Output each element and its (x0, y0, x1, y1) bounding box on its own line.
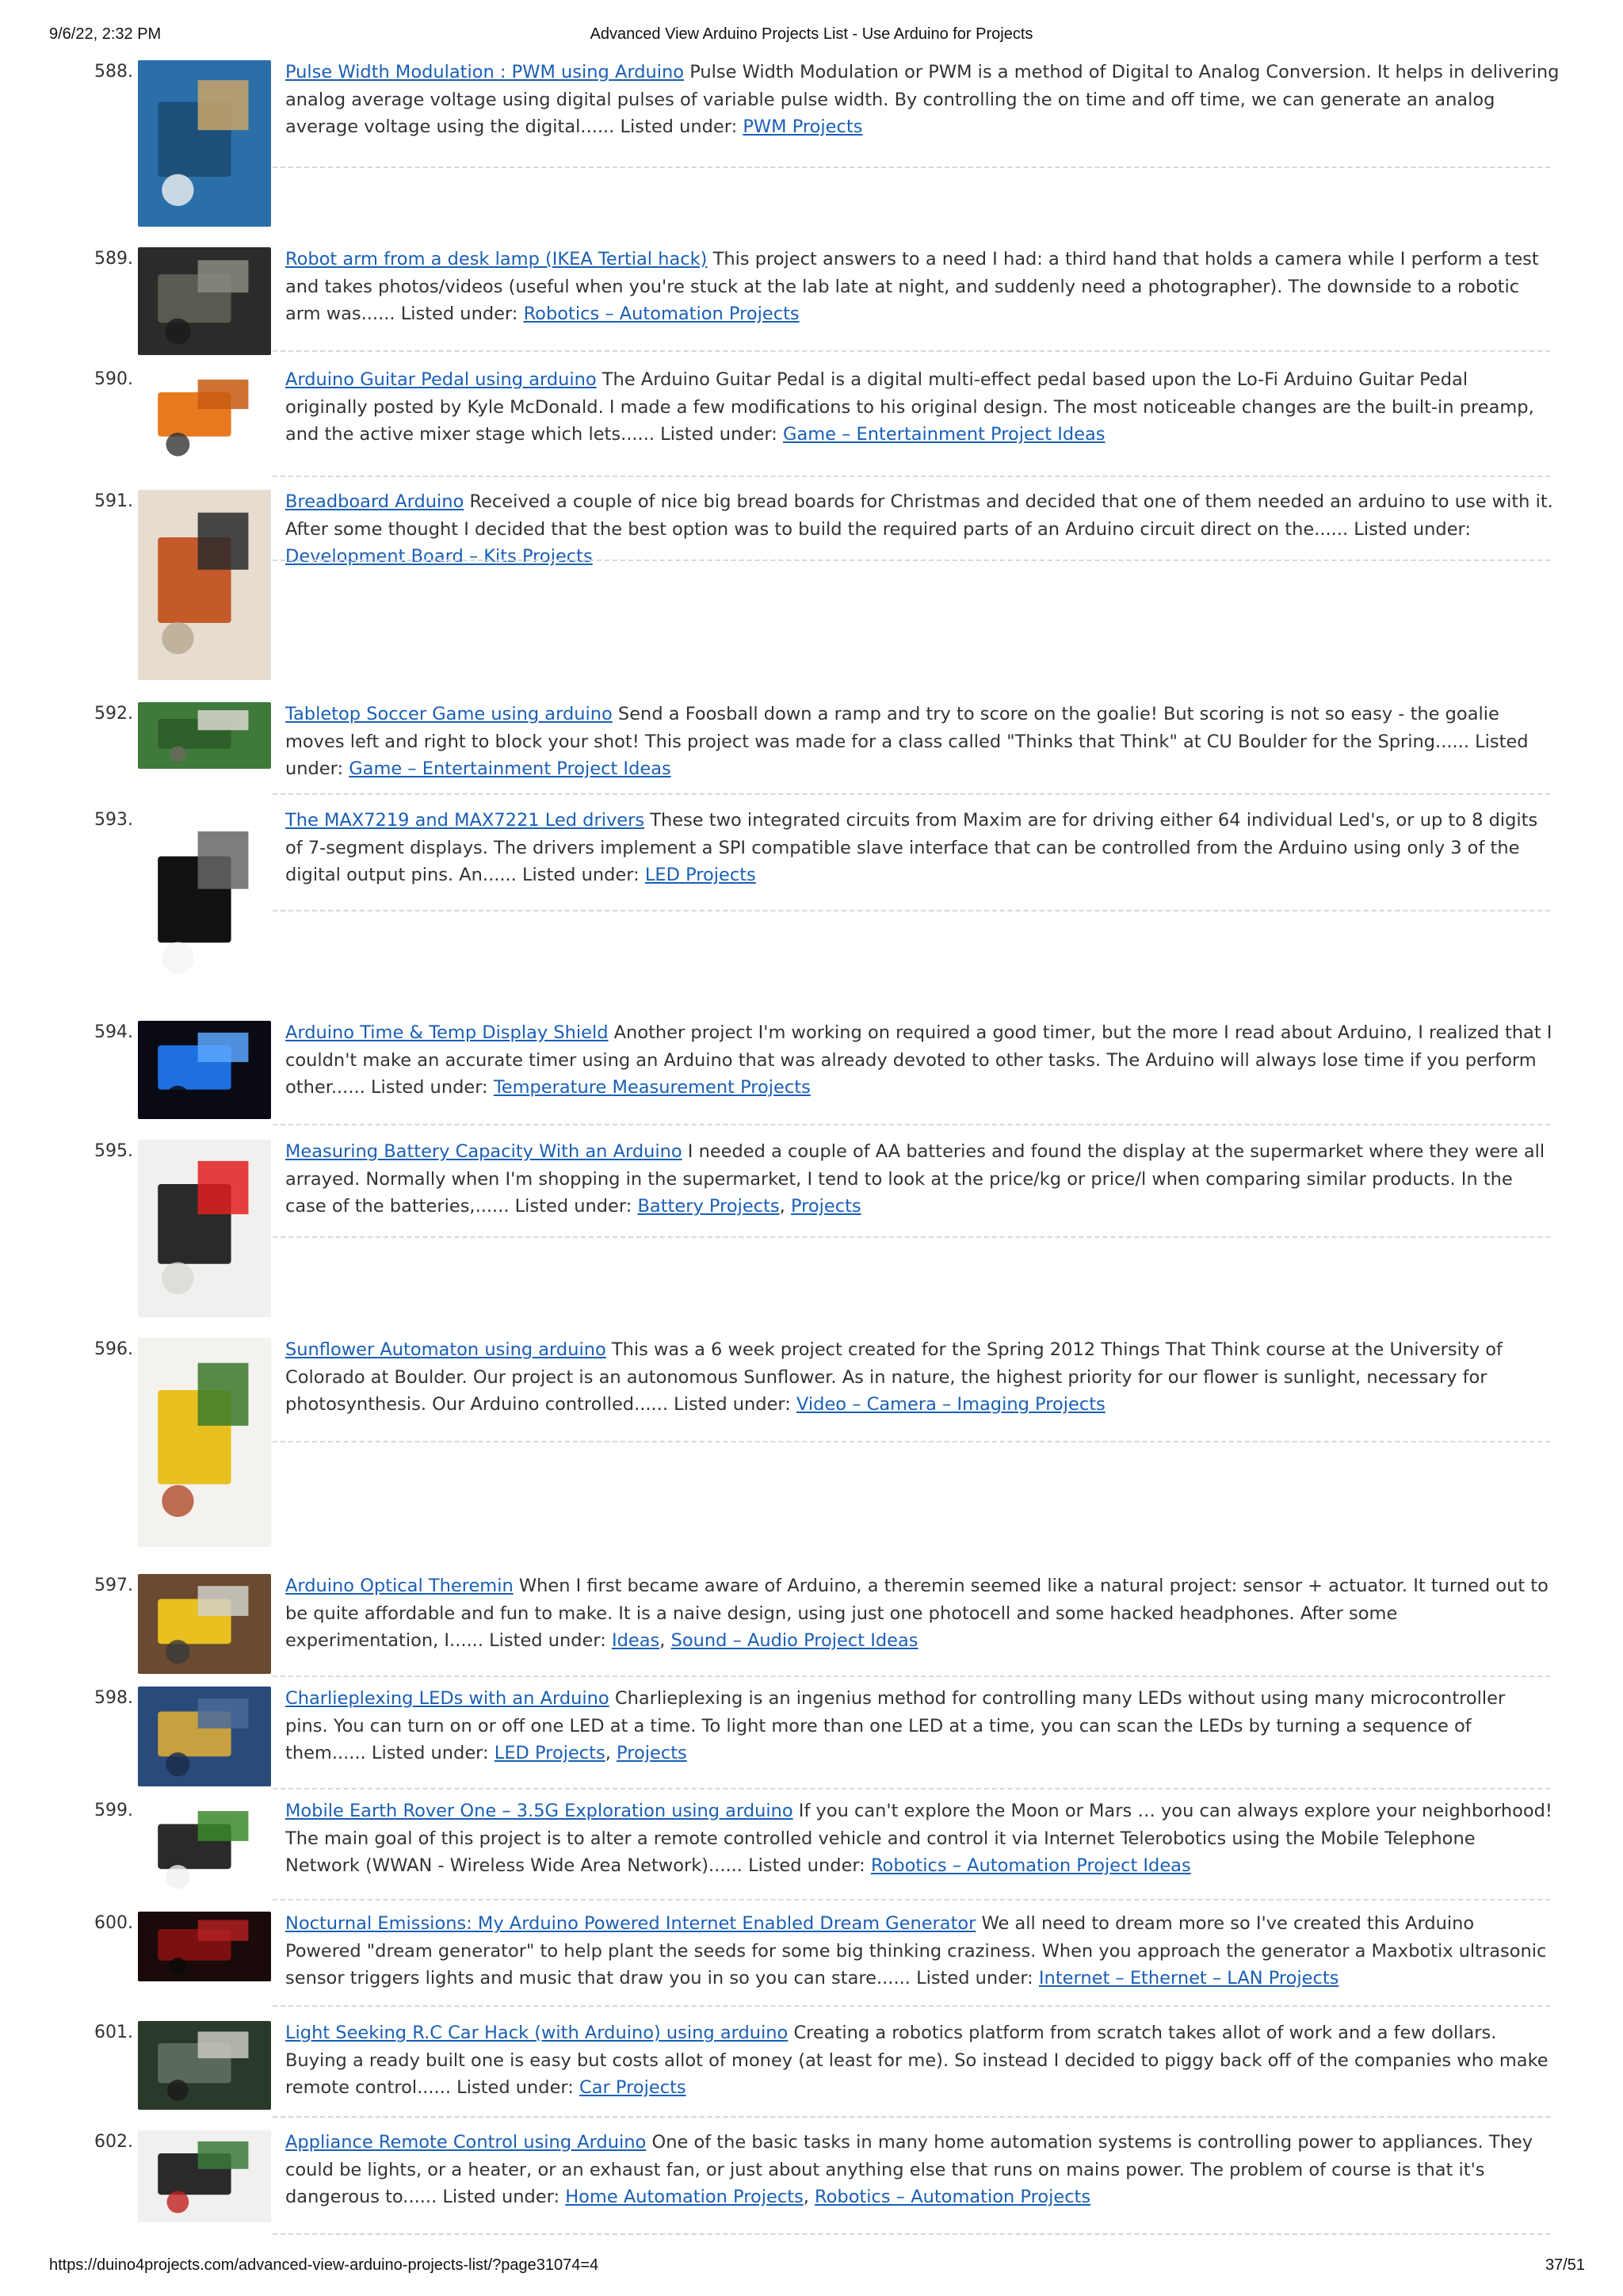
project-thumbnail[interactable] (138, 1574, 271, 1674)
item-number: 593. (94, 810, 133, 830)
project-description: Send a Foosball down a ramp and try to score on the goalie! But scoring is not so easy - the goalie moves left and right to block your shot! This project was made for a class called "Thinks that Think" at CU Boulder for the Spring...... (285, 704, 1499, 752)
category-link[interactable]: Projects (790, 1196, 861, 1217)
project-thumbnail[interactable] (138, 60, 271, 227)
project-title-link[interactable]: Arduino Time & Temp Display Shield (285, 1022, 609, 1043)
item-separator (273, 1441, 1550, 1442)
project-thumbnail[interactable] (138, 1912, 271, 1981)
item-number: 591. (94, 491, 133, 511)
item-number: 601. (94, 2023, 133, 2042)
listed-under-label: Listed under: (514, 1196, 632, 1217)
item-separator (273, 2116, 1550, 2118)
project-title-link[interactable]: Robot arm from a desk lamp (IKEA Tertial hack) (285, 249, 708, 269)
project-title-link[interactable]: Appliance Remote Control using Arduino (285, 2132, 647, 2153)
project-thumbnail[interactable] (138, 1799, 271, 1899)
item-number: 602. (94, 2132, 133, 2152)
project-summary (285, 701, 1553, 783)
project-title-link[interactable]: Nocturnal Emissions: My Arduino Powered Internet Enabled Dream Generator (285, 1913, 976, 1934)
item-separator (273, 2233, 1550, 2235)
project-description: This project answers to a need I had: a third hand that holds a camera while I perform a test and takes photos/videos (useful when you're stuck at the lab late at night, and suddenly need a photographer). The downside to a robotic arm was...... (285, 249, 1539, 324)
project-description: Pulse Width Modulation or PWM is a method of Digital to Analog Conversion. It helps in delivering analog average voltage using digital pulses of variable pulse width. By controlling the on time and off time, we can generate an analog average voltage using the digital...... (285, 62, 1560, 137)
listed-under-label: Listed under: (748, 1855, 865, 1876)
category-link[interactable]: Internet – Ethernet – LAN Projects (1038, 1968, 1339, 1988)
category-link[interactable]: Projects (617, 1743, 687, 1763)
category-link[interactable]: Game – Entertainment Project Ideas (349, 758, 671, 779)
item-separator (273, 1788, 1550, 1790)
listed-under-label: Listed under: (489, 1630, 606, 1651)
listed-under-label: Listed under: (674, 1394, 791, 1415)
project-description: If you can't explore the Moon or Mars … you can always explore your neighborhood! The main goal of this project is to alter a remote controlled vehicle and control it via Internet Telerobotics using the Mobile Telephone Network (WWAN - Wireless Wide Area Network)...... (285, 1801, 1552, 1876)
item-number: 588. (94, 62, 133, 82)
category-link[interactable]: PWM Projects (743, 117, 863, 137)
category-link[interactable]: Video – Camera – Imaging Projects (796, 1394, 1106, 1415)
project-description: Received a couple of nice big bread boards for Christmas and decided that one of them needed an arduino to use with it. After some thought I decided that the best option was to build the required parts of an Arduino circuit direct on the...... (285, 491, 1553, 540)
item-number: 596. (94, 1339, 133, 1359)
project-title-link[interactable]: Breadboard Arduino (285, 491, 464, 512)
project-thumbnail[interactable] (138, 2021, 271, 2110)
category-link[interactable]: Sound – Audio Project Ideas (670, 1630, 918, 1651)
project-title-link[interactable]: Arduino Guitar Pedal using arduino (285, 369, 597, 390)
category-link[interactable]: LED Projects (644, 865, 756, 885)
listed-under-label: Listed under: (1354, 518, 1471, 540)
listed-under-label: Listed under: (285, 731, 1529, 779)
page-url: https://duino4projects.com/advanced-view-arduino-projects-list/?page31074=4 (49, 2256, 599, 2274)
item-separator (273, 476, 1550, 477)
project-title-link[interactable]: Arduino Optical Theremin (285, 1576, 514, 1596)
project-title-link[interactable]: Sunflower Automaton using arduino (285, 1339, 606, 1360)
project-description: This was a 6 week project created for the Spring 2012 Things That Think course at the University of Colorado at Boulder. Our project is an autonomous Sunflower. As in nature, the highest priority for our flower is sunlight, necessary for photosynthesis. Our Arduino controlled...... (285, 1339, 1503, 1415)
category-link[interactable]: Game – Entertainment Project Ideas (783, 424, 1106, 445)
item-separator (273, 1236, 1550, 1238)
print-footer (0, 2256, 1623, 2280)
project-description: Charlieplexing is an ingenius method for controlling many LEDs without using many microcontroller pins. You can turn on or off one LED at a time. To light more than one LED at a time, you can scan the LEDs by turning a sequence of them...... (285, 1688, 1506, 1763)
project-thumbnail[interactable] (138, 808, 271, 1000)
item-number: 599. (94, 1801, 133, 1820)
listed-under-label: Listed under: (456, 2077, 574, 2098)
project-description: The Arduino Guitar Pedal is a digital multi-effect pedal based upon the Lo-Fi Arduino Guitar Pedal originally posted by Kyle McDonald. I made a few modifications to his original design. The most noticeable changes are the built-in preamp, and the active mixer stage which lets...... (285, 369, 1534, 445)
listed-under-label: Listed under: (620, 117, 738, 137)
item-number: 590. (94, 369, 133, 389)
project-thumbnail[interactable] (138, 1021, 271, 1119)
project-description: These two integrated circuits from Maxim are for driving either 64 individual Led's, or up to 8 digits of 7-segment displays. The drivers implement a SPI compatible slave interface that can be controlled from the Arduino using only 3 of the digital output pins. An...... (285, 810, 1538, 885)
project-summary (285, 807, 1553, 889)
category-link[interactable]: Car Projects (579, 2077, 686, 2098)
project-summary (285, 488, 1553, 571)
item-number: 594. (94, 1022, 133, 1042)
project-description: We all need to dream more so I've created this Arduino Powered "dream generator" to help plant the seeds for some big thinking craziness. When you approach the generator a Maxbotix ultrasonic sensor triggers lights and music that draw you in so you can stare...... (285, 1913, 1547, 1988)
project-description: When I first became aware of Arduino, a theremin seemed like a natural project: sensor + actuator. It turned out to be quite affordable and fun to make. It is a naive design, using just one photocell and some hacked headphones. After some experimentation, I...... (285, 1576, 1549, 1651)
project-title-link[interactable]: The MAX7219 and MAX7221 Led drivers (285, 810, 645, 831)
item-separator (273, 910, 1550, 911)
project-summary: Arduino Optical Theremin When I first became aware of Arduino, a theremin seemed like a natural project: sensor + actuator. It turned out to be quite affordable and fun to make. It is a naive design, using just one photocell and some hacked headphones. After some experimentation, I...... Listed under: Ideas, Sound – Audio Project Ideas (285, 1576, 1549, 1651)
item-separator (273, 793, 1550, 795)
project-summary (285, 246, 1553, 328)
item-separator (273, 1124, 1550, 1125)
project-thumbnail[interactable] (138, 368, 271, 466)
project-summary: Measuring Battery Capacity With an Arduino I needed a couple of AA batteries and found the display at the supermarket where they were all arrayed. Normally when I'm shopping in the supermarket, I tend to look at the price/kg or price/l when comparing similar products. In the case of the batteries,...... Listed under: Battery Projects, Projects (285, 1141, 1545, 1217)
project-summary (285, 59, 1569, 141)
listed-under-label: Listed under: (400, 304, 518, 324)
project-thumbnail[interactable] (138, 490, 271, 680)
project-thumbnail[interactable] (138, 1687, 271, 1786)
item-separator (273, 350, 1550, 352)
print-date: 9/6/22, 2:32 PM (49, 25, 162, 43)
project-summary (285, 1336, 1553, 1419)
project-title-link[interactable]: Light Seeking R.C Car Hack (with Arduino) using arduino (285, 2023, 789, 2043)
listed-under-label: Listed under: (916, 1968, 1033, 1988)
category-link[interactable]: Home Automation Projects (565, 2187, 804, 2207)
project-thumbnail[interactable] (138, 702, 271, 769)
project-summary (285, 1910, 1553, 1992)
project-summary (285, 366, 1553, 449)
category-link[interactable]: Robotics – Automation Project Ideas (870, 1855, 1191, 1876)
category-link[interactable]: Robotics – Automation Projects (523, 304, 800, 324)
category-link[interactable]: Temperature Measurement Projects (493, 1077, 811, 1098)
project-summary (285, 1019, 1553, 1102)
listed-under-label: Listed under: (521, 865, 640, 885)
project-title-link[interactable]: Pulse Width Modulation : PWM using Arduino (285, 62, 685, 82)
item-number: 595. (94, 1141, 133, 1161)
category-link[interactable]: Battery Projects (637, 1196, 780, 1217)
item-separator (273, 1675, 1550, 1677)
project-title-link[interactable]: Measuring Battery Capacity With an Arduino (285, 1141, 682, 1162)
listed-under-label: Listed under: (370, 1077, 488, 1098)
category-link[interactable]: Robotics – Automation Projects (815, 2187, 1091, 2207)
project-thumbnail[interactable] (138, 1140, 271, 1317)
project-description: Another project I'm working on required a good timer, but the more I read about Arduino, I realized that I couldn't make an accurate timer using an Arduino that was already devoted to other tasks. The Arduino will always lose time if you perform other...... (285, 1022, 1552, 1098)
category-link[interactable]: Development Board – Kits Projects (285, 546, 593, 567)
category-link[interactable]: LED Projects (494, 1743, 605, 1763)
project-description: One of the basic tasks in many home automation systems is controlling power to appliances. They could be lights, or a heater, or an exhaust fan, or just about anything else that runs on mains power. The problem of course is that it's dangerous to...... (285, 2132, 1533, 2207)
listed-under-label: Listed under: (660, 424, 777, 445)
project-thumbnail[interactable] (138, 2130, 271, 2222)
item-separator (273, 1899, 1550, 1901)
project-thumbnail[interactable] (138, 247, 271, 355)
category-link[interactable]: Ideas (611, 1630, 660, 1651)
item-number: 597. (94, 1576, 133, 1595)
project-summary (285, 2019, 1553, 2102)
project-summary (285, 1797, 1553, 1880)
project-description: I needed a couple of AA batteries and found the display at the supermarket where they were all arrayed. Normally when I'm shopping in the supermarket, I tend to look at the price/kg or price/l when comparing similar products. In the case of the batteries,...... (285, 1141, 1545, 1217)
project-summary: Charlieplexing LEDs with an Arduino Charlieplexing is an ingenius method for controlling many LEDs without using many microcontroller pins. You can turn on or off one LED at a time. To light more than one LED at a time, you can scan the LEDs by turning a sequence of them...... Listed under: LED Projects, Projects (285, 1688, 1506, 1763)
page-number: 37/51 (1545, 2256, 1585, 2274)
page-title: Advanced View Arduino Projects List - Use Arduino for Projects (590, 25, 1033, 43)
item-number: 589. (94, 249, 133, 269)
project-title-link[interactable]: Mobile Earth Rover One – 3.5G Exploration using arduino (285, 1801, 793, 1821)
listed-under-label: Listed under: (371, 1743, 489, 1763)
item-number: 598. (94, 1688, 133, 1708)
item-number: 600. (94, 1913, 133, 1933)
listed-under-label: Listed under: (442, 2187, 560, 2207)
item-separator (273, 2005, 1550, 2007)
item-separator (273, 560, 1550, 561)
project-title-link[interactable]: Tabletop Soccer Game using arduino (285, 704, 613, 724)
project-thumbnail[interactable] (138, 1338, 271, 1547)
item-number: 592. (94, 704, 133, 724)
item-separator (273, 166, 1550, 168)
project-description: Creating a robotics platform from scratch takes allot of work and a few dollars. Buying a ready built one is easy but costs allot of money (at least for me). So instead I decided to piggy back off of the companies who make remote control...... (285, 2023, 1549, 2098)
project-title-link[interactable]: Charlieplexing LEDs with an Arduino (285, 1688, 609, 1709)
project-summary: Appliance Remote Control using Arduino One of the basic tasks in many home automation systems is controlling power to appliances. They could be lights, or a heater, or an exhaust fan, or just about anything else that runs on mains power. The problem of course is that it's dangerous to...... Listed under: Home Automation Projects, Robotics – Automation Projects (285, 2132, 1533, 2207)
